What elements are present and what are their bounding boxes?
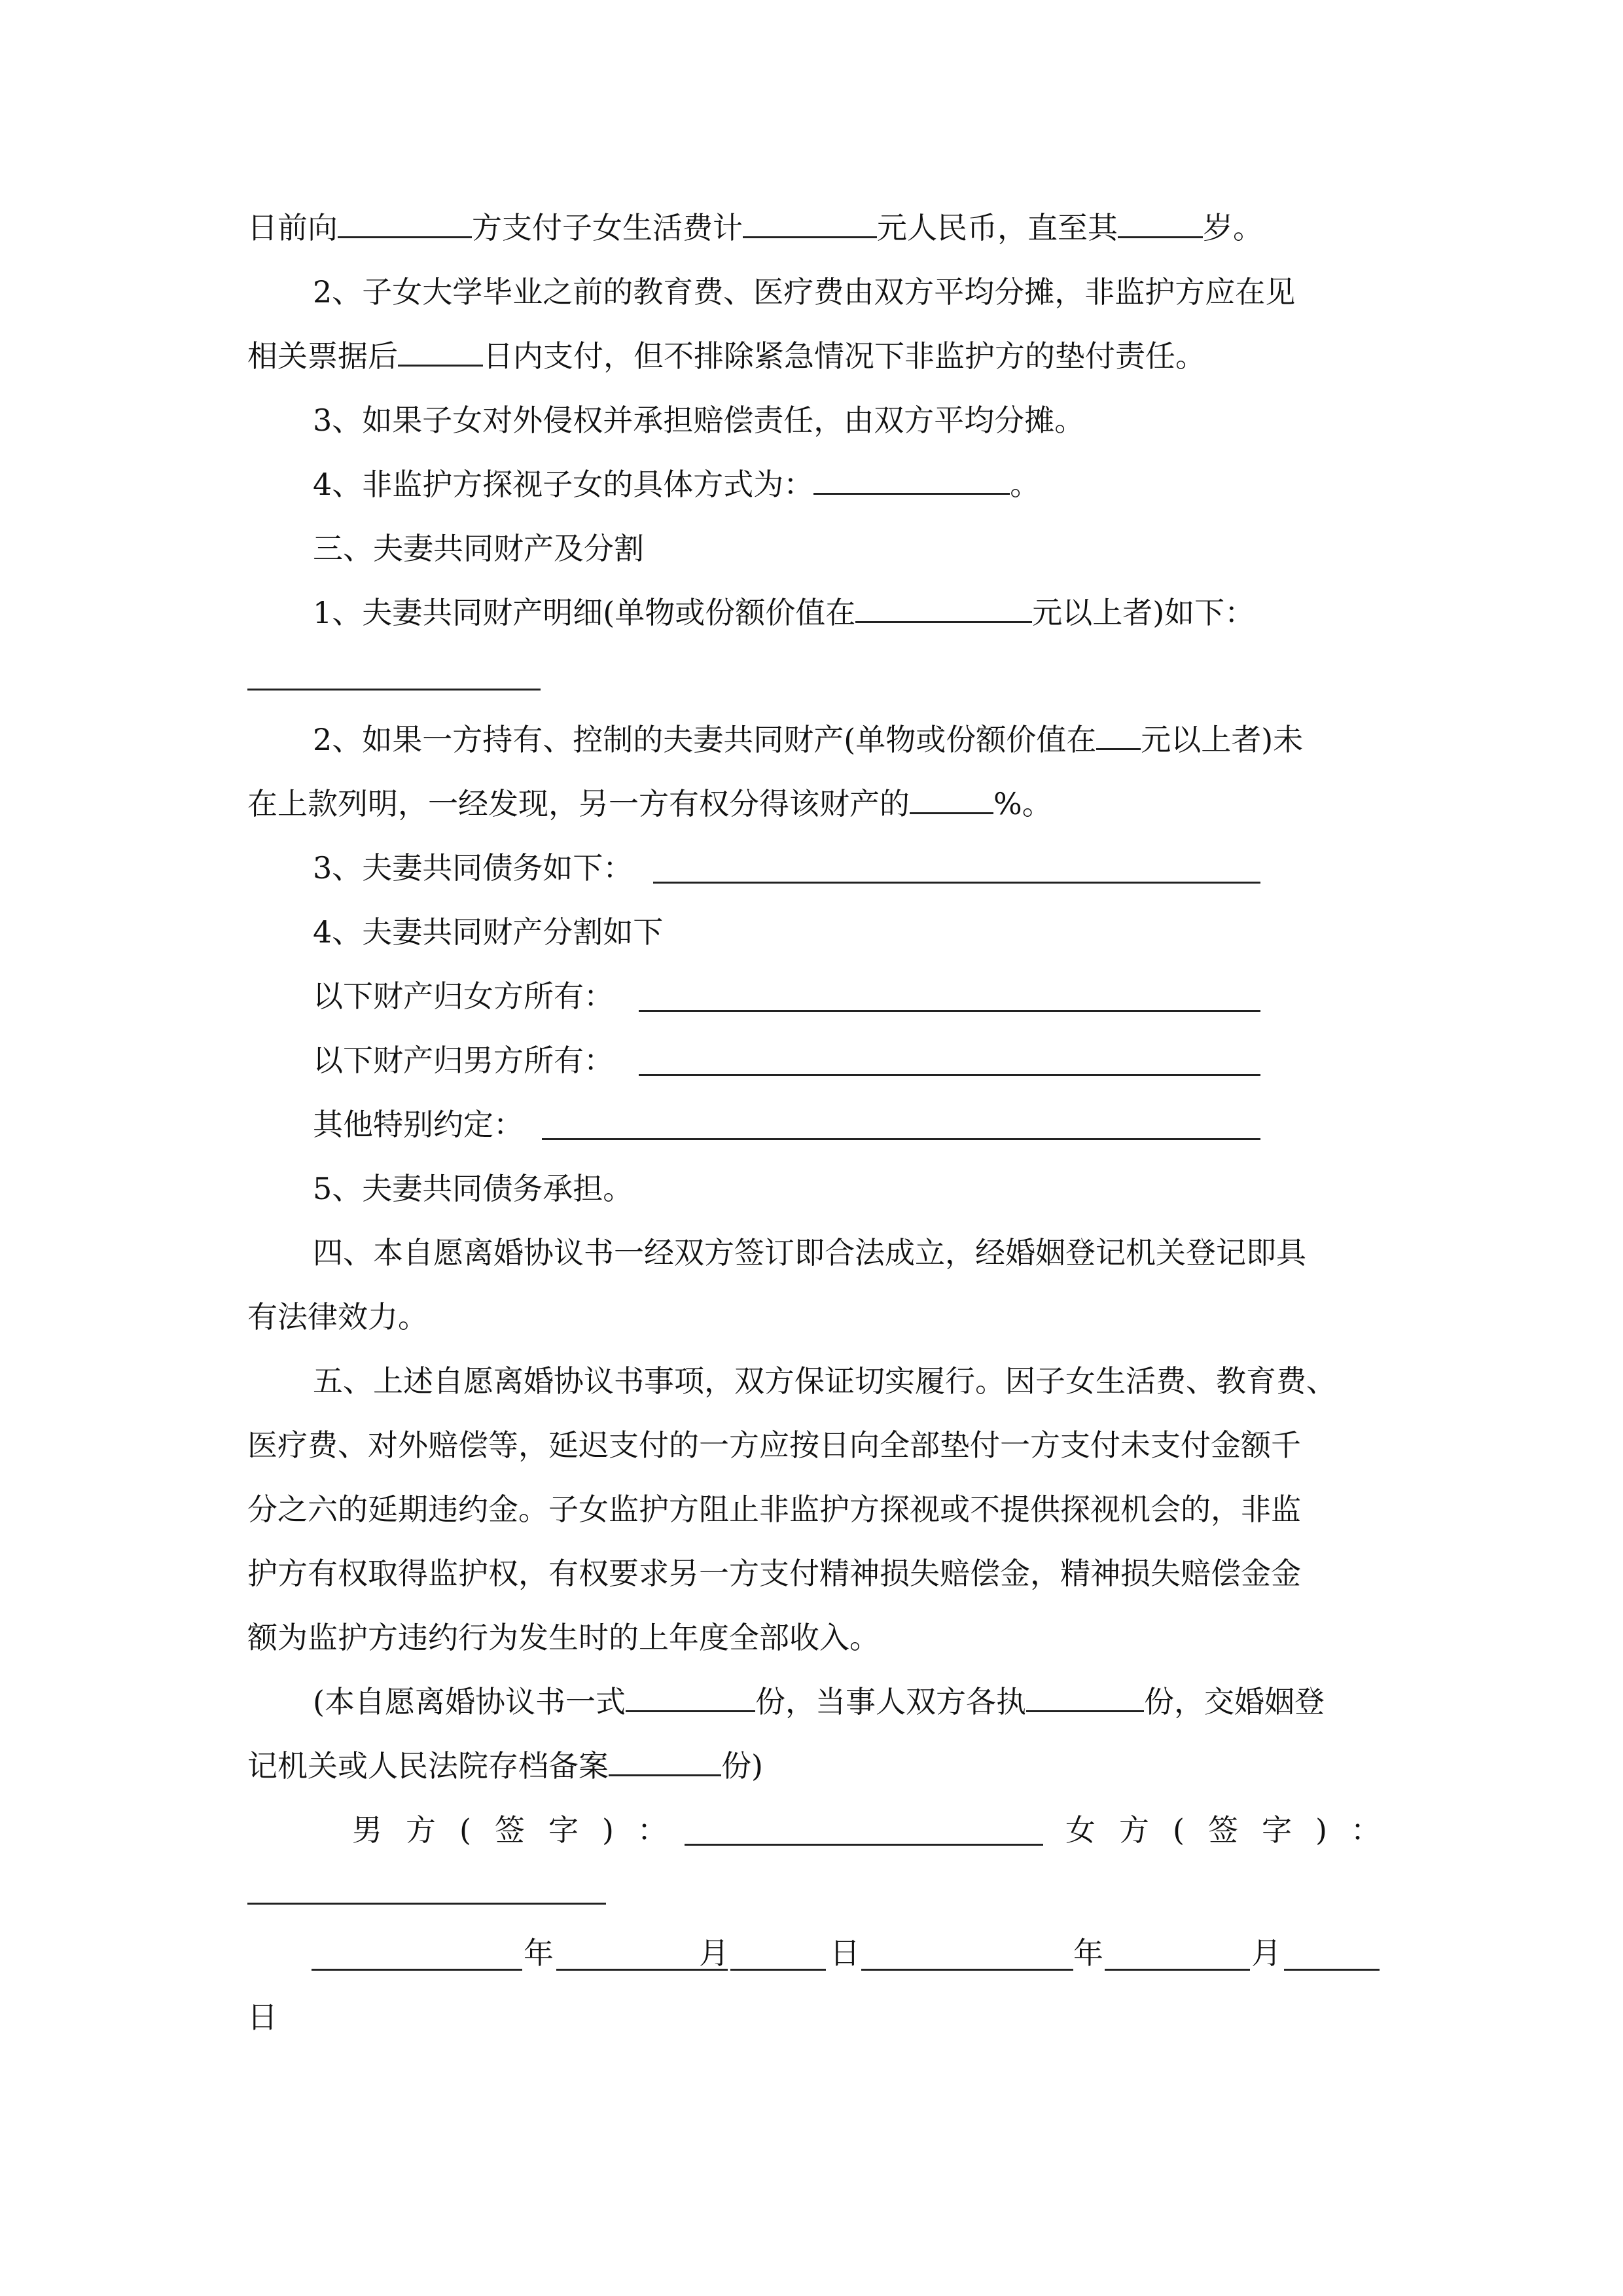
section-five-line3: 分之六的延期违约金。子女监护方阻止非监护方探视或不提供探视机会的，非监 — [247, 1492, 1301, 1527]
text-b: 方支付子女生活费计 — [472, 210, 743, 245]
text-b: 份) — [721, 1748, 763, 1784]
blank-value[interactable] — [1096, 722, 1141, 750]
text-d: 岁。 — [1203, 210, 1263, 245]
section-three-heading: 三、夫妻共同财产及分割 — [313, 531, 644, 566]
text-a: 4、非监护方探视子女的具体方式为： — [313, 467, 814, 502]
text-c: 份，交婚姻登 — [1143, 1684, 1325, 1719]
section-five-line4: 护方有权取得监护权，有权要求另一方支付精神损失赔偿金，精神损失赔偿金金 — [247, 1556, 1301, 1591]
clause-hidden-property — [313, 720, 1303, 759]
copies-line1 — [313, 1682, 1325, 1721]
text-b: 份，当事人双方各执 — [755, 1684, 1026, 1719]
text-b: 日内支付，但不排除紧急情况下非监护方的垫付责任。 — [483, 338, 1205, 374]
clause-tort-liability: 3、如果子女对外侵权并承担赔偿责任，由双方平均分摊。 — [313, 403, 1085, 438]
blank-female-month[interactable] — [1105, 1969, 1250, 1971]
male-signature-label: 男方(签字)： — [352, 1812, 691, 1848]
male-day-label: 日 — [830, 1935, 860, 1971]
clause-visitation — [313, 465, 1040, 504]
blank-special-agreement[interactable] — [542, 1138, 1260, 1140]
blank-days[interactable] — [398, 338, 483, 367]
male-year-label: 年 — [524, 1935, 554, 1971]
blank-percent[interactable] — [910, 786, 993, 814]
blank-male-property[interactable] — [639, 1074, 1260, 1076]
child-support-line — [247, 208, 1263, 247]
blank-male-day[interactable] — [730, 1969, 826, 1971]
section-five-line2: 医疗费、对外赔偿等，延迟支付的一方应按日向全部垫付一方支付未支付金额千 — [247, 1427, 1301, 1463]
text-b: 元以上者)如下： — [1032, 595, 1255, 630]
blank-each-copies[interactable] — [1026, 1684, 1144, 1712]
text-a: 1、夫妻共同财产明细(单物或份额价值在 — [313, 595, 856, 630]
blank-archive-copies[interactable] — [609, 1748, 721, 1776]
male-signature-field[interactable] — [685, 1844, 1043, 1846]
clause-debt-bearing: 5、夫妻共同债务承担。 — [313, 1171, 633, 1206]
blank-threshold-value[interactable] — [855, 595, 1032, 623]
copies-line2 — [247, 1746, 763, 1785]
text-c: 元人民币，直至其 — [877, 210, 1118, 245]
blank-total-copies[interactable] — [626, 1684, 755, 1712]
text-b: 元以上者)未 — [1141, 722, 1304, 757]
clause-payment-days — [247, 336, 1205, 376]
male-property-label: 以下财产归男方所有： — [313, 1043, 614, 1078]
text-a: 日前向 — [247, 210, 338, 245]
section-four-line2: 有法律效力。 — [247, 1299, 428, 1335]
section-five-line1: 五、上述自愿离婚协议书事项，双方保证切实履行。因子女生活费、教育费、 — [313, 1363, 1336, 1399]
section-five-line5: 额为监护方违约行为发生时的上年度全部收入。 — [247, 1620, 880, 1655]
section-four-line1: 四、本自愿离婚协议书一经双方签订即合法成立，经婚姻登记机关登记即具 — [313, 1235, 1306, 1270]
blank-amount[interactable] — [743, 210, 877, 238]
text-b: 。 — [1010, 467, 1041, 502]
female-month-label: 月 — [1251, 1935, 1281, 1971]
clause-property-division: 4、夫妻共同财产分割如下 — [313, 914, 664, 950]
text-b: %。 — [993, 786, 1052, 821]
blank-female-property[interactable] — [639, 1010, 1260, 1012]
blank-female-year[interactable] — [861, 1969, 1073, 1971]
female-property-label: 以下财产归女方所有： — [313, 978, 614, 1014]
special-agreement-label: 其他特别约定： — [313, 1107, 524, 1142]
blank-payee[interactable] — [338, 210, 472, 238]
clause-hidden-property-share — [247, 784, 1052, 823]
clause-property-detail — [313, 593, 1255, 632]
female-year-label: 年 — [1073, 1935, 1103, 1971]
text-a: (本自愿离婚协议书一式 — [313, 1684, 626, 1719]
clause-common-debts: 3、夫妻共同债务如下： — [313, 850, 633, 886]
text-a: 2、如果一方持有、控制的夫妻共同财产(单物或份额价值在 — [313, 722, 1097, 757]
blank-female-day[interactable] — [1284, 1969, 1380, 1971]
blank-male-year[interactable] — [312, 1969, 522, 1971]
female-signature-label: 女方(签字)： — [1065, 1812, 1404, 1848]
text-a: 在上款列明，一经发现，另一方有权分得该财产的 — [247, 786, 910, 821]
blank-age[interactable] — [1118, 210, 1203, 238]
blank-common-debts[interactable] — [653, 882, 1260, 884]
text-a: 相关票据后 — [247, 338, 398, 374]
female-day-label: 日 — [247, 2000, 277, 2035]
female-signature-field[interactable] — [247, 1903, 606, 1905]
clause-education-fees: 2、子女大学毕业之前的教育费、医疗费由双方平均分摊，非监护方应在见 — [313, 274, 1296, 310]
text-a: 记机关或人民法院存档备案 — [247, 1748, 609, 1784]
blank-visitation-method[interactable] — [813, 467, 1010, 495]
male-month-label: 月 — [699, 1935, 729, 1971]
blank-property-list[interactable] — [247, 689, 541, 691]
